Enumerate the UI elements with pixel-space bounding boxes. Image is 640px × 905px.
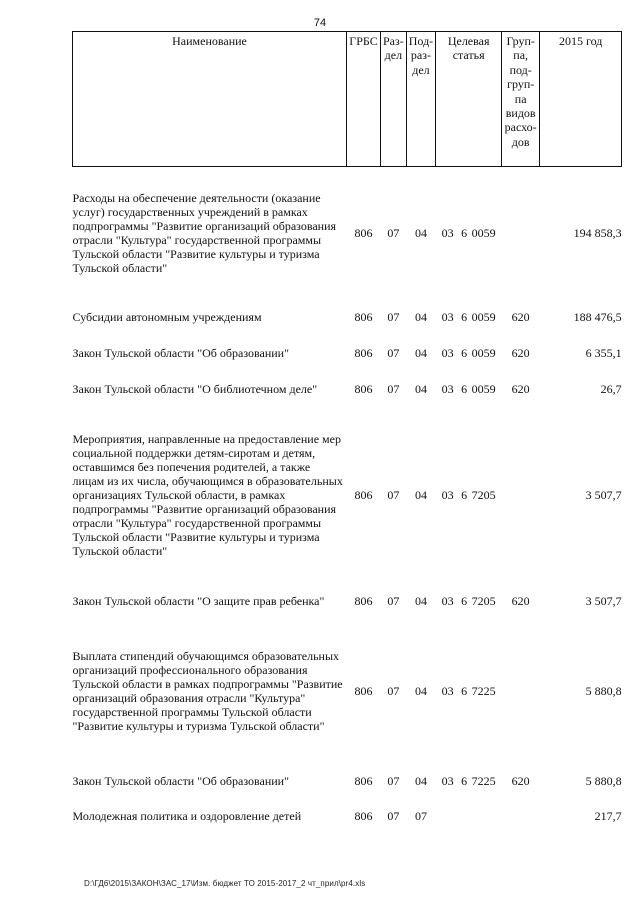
cell-podrazdel: 04 bbox=[414, 381, 427, 396]
target-part-t3: 0059 bbox=[471, 309, 496, 324]
cell-grbs: 806 bbox=[354, 381, 373, 396]
cell-name: Молодежная политика и оздоровление детей bbox=[72, 808, 302, 823]
target-part-t3: 7205 bbox=[471, 593, 496, 608]
cell-name: Закон Тульской области "О библиотечном деле" bbox=[72, 381, 318, 396]
cell-amount: 5 880,8 bbox=[585, 683, 622, 698]
target-part-t1: 03 bbox=[441, 593, 454, 608]
cell-grbs: 806 bbox=[354, 345, 373, 360]
header-razdel: Раз- дел bbox=[381, 32, 407, 167]
table-row bbox=[73, 299, 622, 335]
header-name: Наименование bbox=[73, 32, 347, 167]
target-part-t1: 03 bbox=[441, 381, 454, 396]
target-part-t2: 6 bbox=[461, 593, 468, 608]
target-part-t2: 6 bbox=[461, 345, 468, 360]
table-row bbox=[73, 583, 622, 619]
target-part-t1: 03 bbox=[441, 773, 454, 788]
cell-razdel: 07 bbox=[387, 683, 400, 698]
cell-razdel: 07 bbox=[387, 808, 400, 823]
cell-target bbox=[436, 335, 502, 371]
cell-podrazdel: 04 bbox=[414, 683, 427, 698]
target-part-t2: 6 bbox=[461, 773, 468, 788]
cell-podrazdel: 04 bbox=[414, 487, 427, 502]
target-part-t1: 03 bbox=[441, 683, 454, 698]
cell-name: Закон Тульской области "Об образовании" bbox=[72, 345, 289, 360]
target-part-t3: 7225 bbox=[471, 683, 496, 698]
target-part-t1: 03 bbox=[441, 309, 454, 324]
target-part-t3: 0059 bbox=[471, 345, 496, 360]
header-group: Груп- па, под- груп- па видов расхо- дов bbox=[502, 32, 540, 167]
cell-podrazdel: 04 bbox=[414, 593, 427, 608]
cell-group: 620 bbox=[511, 309, 530, 324]
cell-grbs: 806 bbox=[354, 225, 373, 240]
table-row bbox=[73, 799, 622, 833]
cell-grbs: 806 bbox=[354, 683, 373, 698]
cell-group bbox=[502, 167, 540, 299]
cell-amount: 194 858,3 bbox=[573, 225, 622, 240]
cell-amount: 217,7 bbox=[594, 808, 622, 823]
table-header-row bbox=[73, 32, 622, 167]
cell-target bbox=[436, 799, 502, 833]
table-row bbox=[73, 763, 622, 799]
cell-target bbox=[436, 371, 502, 407]
table-body bbox=[73, 167, 622, 833]
cell-name: Расходы на обеспечение деятельности (оказание услуг) государственных учреждений в рамках подпрограммы "Развитие организаций образования отрасли "Культура" государственной программы Тульской области "Развитие культуры и туризма Тульской области" bbox=[72, 190, 337, 275]
cell-amount: 5 880,8 bbox=[585, 773, 622, 788]
cell-grbs: 806 bbox=[354, 593, 373, 608]
target-part-t2: 6 bbox=[461, 309, 468, 324]
cell-group: 620 bbox=[511, 381, 530, 396]
file-path-footer: D:\ГД6\2015\ЗАКОН\ЗАС_17\Изм. бюджет ТО 2015-2017_2 чт_прил\pr4.xls bbox=[84, 879, 366, 888]
header-year: 2015 год bbox=[540, 32, 622, 167]
cell-target bbox=[436, 763, 502, 799]
header-grbs: ГРБС bbox=[347, 32, 381, 167]
cell-amount: 6 355,1 bbox=[585, 345, 622, 360]
cell-razdel: 07 bbox=[387, 381, 400, 396]
cell-razdel: 07 bbox=[387, 593, 400, 608]
cell-podrazdel: 07 bbox=[414, 808, 427, 823]
cell-name: Субсидии автономным учреждениям bbox=[72, 309, 262, 324]
cell-group: 620 bbox=[511, 345, 530, 360]
cell-razdel: 07 bbox=[387, 225, 400, 240]
page-number: 74 bbox=[313, 17, 327, 29]
target-part-t3: 0059 bbox=[471, 225, 496, 240]
cell-grbs: 806 bbox=[354, 808, 373, 823]
cell-target bbox=[436, 407, 502, 583]
cell-razdel: 07 bbox=[387, 773, 400, 788]
cell-group bbox=[502, 799, 540, 833]
cell-group bbox=[502, 619, 540, 763]
header-target: Целевая статья bbox=[436, 32, 502, 167]
cell-amount: 3 507,7 bbox=[585, 593, 622, 608]
target-part-t2: 6 bbox=[461, 683, 468, 698]
cell-grbs: 806 bbox=[354, 309, 373, 324]
header-podrazdel: Под- раз- дел bbox=[406, 32, 435, 167]
target-part-t3: 7205 bbox=[471, 487, 496, 502]
target-part-t1: 03 bbox=[441, 487, 454, 502]
cell-target bbox=[436, 299, 502, 335]
cell-name: Мероприятия, направленные на предоставление мер социальной поддержки детям-сиротам и детям, оставшимся без попечения родителей, а также лицам из их числа, обучающимся в образовательных организациях Тульской области, в рамках подпрограммы "Развитие организаций образования отрасли "Культура" государственной программы Тульской области "Развитие культуры и туризма Тульской области" bbox=[72, 431, 343, 558]
target-part-t3: 0059 bbox=[471, 381, 496, 396]
cell-razdel: 07 bbox=[387, 309, 400, 324]
table-row bbox=[73, 167, 622, 299]
cell-grbs: 806 bbox=[354, 487, 373, 502]
table-row bbox=[73, 335, 622, 371]
cell-group: 620 bbox=[511, 773, 530, 788]
cell-target bbox=[436, 167, 502, 299]
cell-group bbox=[502, 407, 540, 583]
cell-podrazdel: 04 bbox=[414, 773, 427, 788]
table-row bbox=[73, 619, 622, 763]
cell-amount: 3 507,7 bbox=[585, 487, 622, 502]
target-part-t2: 6 bbox=[461, 381, 468, 396]
target-part-t1: 03 bbox=[441, 225, 454, 240]
cell-razdel: 07 bbox=[387, 345, 400, 360]
cell-name: Выплата стипендий обучающимся образовательных организаций профессионального образования Тульской области в рамках подпрограммы "Развитие организаций образования отрасли "Культура" государственной программы Тульской области "Развитие культуры и туризма Тульской области" bbox=[72, 648, 343, 733]
cell-name: Закон Тульской области "О защите прав ребенка" bbox=[72, 593, 325, 608]
cell-name: Закон Тульской области "Об образовании" bbox=[72, 773, 289, 788]
cell-amount: 26,7 bbox=[600, 381, 622, 396]
budget-table bbox=[72, 31, 622, 833]
cell-amount: 188 476,5 bbox=[573, 309, 622, 324]
target-part-t2: 6 bbox=[461, 487, 468, 502]
cell-group: 620 bbox=[511, 593, 530, 608]
cell-podrazdel: 04 bbox=[414, 225, 427, 240]
cell-target bbox=[436, 583, 502, 619]
cell-podrazdel: 04 bbox=[414, 345, 427, 360]
table-row bbox=[73, 371, 622, 407]
cell-razdel: 07 bbox=[387, 487, 400, 502]
cell-podrazdel: 04 bbox=[414, 309, 427, 324]
cell-grbs: 806 bbox=[354, 773, 373, 788]
table-row bbox=[73, 407, 622, 583]
target-part-t1: 03 bbox=[441, 345, 454, 360]
target-part-t3: 7225 bbox=[471, 773, 496, 788]
target-part-t2: 6 bbox=[461, 225, 468, 240]
cell-target bbox=[436, 619, 502, 763]
